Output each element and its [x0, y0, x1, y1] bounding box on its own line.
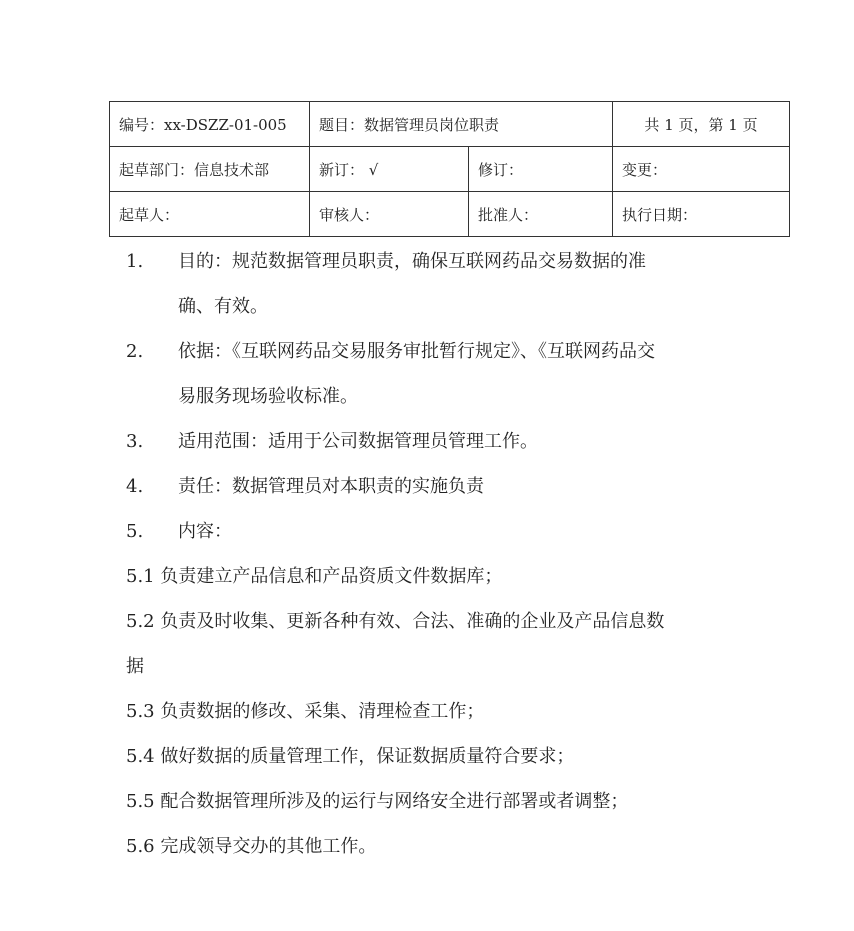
doc-title-cell: 题目：数据管理员岗位职责 — [310, 102, 613, 147]
change-cell: 变更： — [613, 147, 790, 192]
revise-cell: 修订： — [469, 147, 613, 192]
document-header-table — [109, 101, 790, 237]
item-text: 责任：数据管理员对本职责的实施负责 — [178, 476, 484, 497]
item-text-continuation: 确、有效。 — [178, 296, 268, 317]
subitem-5-3: 5.3 负责数据的修改、采集、清理检查工作； — [126, 701, 485, 722]
subitem-5-1: 5.1 负责建立产品信息和产品资质文件数据库； — [126, 566, 503, 587]
drafter-cell: 起草人： — [110, 192, 310, 237]
item-text: 适用范围：适用于公司数据管理员管理工作。 — [178, 431, 538, 452]
doc-number-cell: 编号：xx-DSZZ-01-005 — [110, 102, 310, 147]
header-row-1 — [110, 102, 790, 147]
item-text: 目的：规范数据管理员职责，确保互联网药品交易数据的准 — [178, 251, 646, 272]
subitem-5-6: 5.6 完成领导交办的其他工作。 — [126, 836, 377, 857]
approver-cell: 批准人： — [469, 192, 613, 237]
new-revision-cell: 新订： √ — [310, 147, 469, 192]
subitem-5-2-continuation: 据 — [126, 656, 144, 677]
item-text: 内容： — [178, 521, 232, 542]
item-number: 1. — [126, 251, 144, 272]
header-row-2 — [110, 147, 790, 192]
item-number: 5. — [126, 521, 144, 542]
item-text: 依据：《互联网药品交易服务审批暂行规定》、《互联网药品交 — [178, 341, 655, 362]
item-text-continuation: 易服务现场验收标准。 — [178, 386, 358, 407]
header-row-3 — [110, 192, 790, 237]
item-number: 4. — [126, 476, 144, 497]
subitem-5-5: 5.5 配合数据管理所涉及的运行与网络安全进行部署或者调整； — [126, 791, 629, 812]
drafting-dept-cell: 起草部门：信息技术部 — [110, 147, 310, 192]
subitem-5-4: 5.4 做好数据的质量管理工作，保证数据质量符合要求； — [126, 746, 575, 767]
subitem-5-2: 5.2 负责及时收集、更新各种有效、合法、准确的企业及产品信息数 — [126, 611, 665, 632]
reviewer-cell: 审核人： — [310, 192, 469, 237]
item-number: 3. — [126, 431, 144, 452]
page-count-cell: 共 1 页，第 1 页 — [613, 102, 790, 147]
item-number: 2. — [126, 341, 144, 362]
execution-date-cell: 执行日期： — [613, 192, 790, 237]
